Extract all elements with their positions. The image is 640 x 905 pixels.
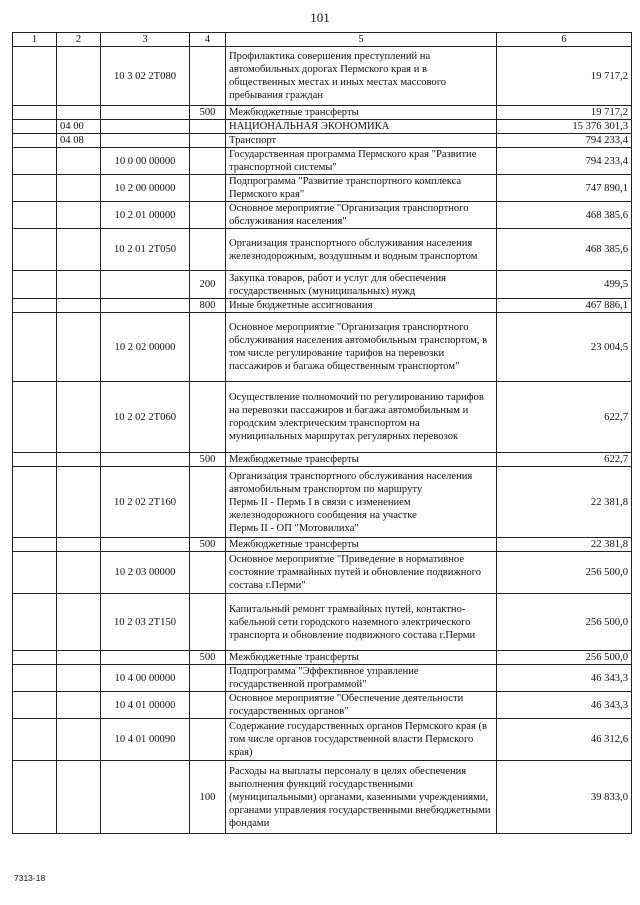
table-row (13, 271, 632, 299)
table-row (13, 665, 632, 692)
table-row (13, 47, 632, 106)
cell-expense-type (190, 382, 226, 453)
table-row (13, 552, 632, 594)
cell-expense-type: 500 (190, 651, 226, 665)
cell-target-article (101, 761, 190, 834)
cell-section-code (57, 665, 101, 692)
cell-target-article: 10 2 03 2Т150 (101, 594, 190, 651)
cell-col-1 (13, 651, 57, 665)
cell-target-article (101, 134, 190, 148)
cell-target-article: 10 2 02 2Т060 (101, 382, 190, 453)
cell-expense-type (190, 594, 226, 651)
cell-amount: 499,5 (497, 271, 632, 299)
cell-col-1 (13, 47, 57, 106)
cell-target-article: 10 2 01 2Т050 (101, 229, 190, 271)
cell-description: Подпрограмма "Эффективное управление государственной программой" (226, 665, 497, 692)
cell-description: Осуществление полномочий по регулированию тарифов на перевозки пассажиров и багажа автомобильным и городским электрическим транспортом на муниципальных маршрутах регулярных перевозок (226, 382, 497, 453)
cell-amount: 468 385,6 (497, 229, 632, 271)
cell-section-code (57, 594, 101, 651)
table-row (13, 299, 632, 313)
cell-description: Содержание государственных органов Пермского края (в том числе органов государственной власти Пермского края) (226, 719, 497, 761)
cell-col-1 (13, 665, 57, 692)
cell-col-1 (13, 148, 57, 175)
cell-target-article: 10 2 02 2Т160 (101, 467, 190, 538)
cell-col-1 (13, 594, 57, 651)
cell-amount: 22 381,8 (497, 538, 632, 552)
cell-amount: 256 500,0 (497, 651, 632, 665)
cell-amount: 23 004,5 (497, 313, 632, 382)
cell-col-1 (13, 106, 57, 120)
cell-section-code (57, 47, 101, 106)
table-row (13, 594, 632, 651)
cell-target-article: 10 2 03 00000 (101, 552, 190, 594)
cell-target-article (101, 271, 190, 299)
cell-description: Основное мероприятие "Обеспечение деятельности государственных органов" (226, 692, 497, 719)
cell-amount: 468 385,6 (497, 202, 632, 229)
cell-target-article (101, 299, 190, 313)
cell-description: Закупка товаров, работ и услуг для обеспечения государственных (муниципальных) нужд (226, 271, 497, 299)
budget-table (12, 32, 632, 834)
cell-col-1 (13, 467, 57, 538)
column-header-1: 1 (13, 33, 57, 47)
table-body (13, 47, 632, 834)
cell-expense-type: 100 (190, 761, 226, 834)
cell-amount: 622,7 (497, 453, 632, 467)
column-header-2: 2 (57, 33, 101, 47)
cell-description: Организация транспортного обслуживания населения автомобильным транспортом по маршруту Пермь II - Пермь I в связи с изменением железнодорожного сообщения на участке Пермь II - ОП "Мотовилиха" (226, 467, 497, 538)
cell-amount: 22 381,8 (497, 467, 632, 538)
table-row (13, 134, 632, 148)
cell-description: Расходы на выплаты персоналу в целях обеспечения выполнения функций государственными (муниципальными) органами, казенными учреждениями, органами управления государственными внебюджетными фондами (226, 761, 497, 834)
cell-description: Иные бюджетные ассигнования (226, 299, 497, 313)
cell-amount: 46 343,3 (497, 665, 632, 692)
cell-amount: 15 376 301,3 (497, 120, 632, 134)
cell-section-code (57, 299, 101, 313)
cell-target-article: 10 3 02 2Т080 (101, 47, 190, 106)
table-header-row (13, 33, 632, 47)
cell-description: Основное мероприятие "Приведение в нормативное состояние трамвайных путей и обновление подвижного состава г.Перми" (226, 552, 497, 594)
cell-col-1 (13, 382, 57, 453)
cell-description: Межбюджетные трансферты (226, 538, 497, 552)
cell-description: Межбюджетные трансферты (226, 453, 497, 467)
cell-description: Основное мероприятие "Организация транспортного обслуживания населения" (226, 202, 497, 229)
cell-amount: 39 833,0 (497, 761, 632, 834)
cell-col-1 (13, 134, 57, 148)
cell-amount: 794 233,4 (497, 134, 632, 148)
cell-amount: 46 312,6 (497, 719, 632, 761)
table-row (13, 313, 632, 382)
cell-expense-type: 500 (190, 453, 226, 467)
cell-section-code (57, 175, 101, 202)
column-header-3: 3 (101, 33, 190, 47)
cell-col-1 (13, 175, 57, 202)
cell-description: Межбюджетные трансферты (226, 651, 497, 665)
cell-section-code: 04 08 (57, 134, 101, 148)
cell-target-article: 10 4 00 00000 (101, 665, 190, 692)
table-row (13, 651, 632, 665)
page-number: 101 (310, 10, 330, 25)
cell-col-1 (13, 229, 57, 271)
cell-target-article (101, 651, 190, 665)
cell-section-code (57, 202, 101, 229)
column-header-5: 5 (226, 33, 497, 47)
cell-section-code (57, 106, 101, 120)
cell-target-article (101, 120, 190, 134)
cell-target-article: 10 4 01 00000 (101, 692, 190, 719)
cell-description: Межбюджетные трансферты (226, 106, 497, 120)
cell-description: Государственная программа Пермского края "Развитие транспортной системы" (226, 148, 497, 175)
cell-expense-type (190, 202, 226, 229)
cell-col-1 (13, 719, 57, 761)
cell-expense-type (190, 134, 226, 148)
cell-col-1 (13, 761, 57, 834)
cell-description: НАЦИОНАЛЬНАЯ ЭКОНОМИКА (226, 120, 497, 134)
cell-section-code (57, 651, 101, 665)
cell-description: Организация транспортного обслуживания населения железнодорожным, воздушным и водным транспортом (226, 229, 497, 271)
cell-section-code (57, 148, 101, 175)
cell-col-1 (13, 202, 57, 229)
cell-section-code (57, 453, 101, 467)
cell-amount: 467 886,1 (497, 299, 632, 313)
cell-col-1 (13, 271, 57, 299)
cell-expense-type (190, 719, 226, 761)
cell-amount: 19 717,2 (497, 106, 632, 120)
cell-col-1 (13, 313, 57, 382)
cell-amount: 19 717,2 (497, 47, 632, 106)
cell-section-code (57, 719, 101, 761)
cell-expense-type (190, 467, 226, 538)
document-code: 7313-18 (14, 873, 46, 883)
cell-section-code (57, 229, 101, 271)
cell-expense-type (190, 692, 226, 719)
cell-section-code (57, 692, 101, 719)
cell-expense-type: 800 (190, 299, 226, 313)
cell-amount: 747 890,1 (497, 175, 632, 202)
cell-amount: 794 233,4 (497, 148, 632, 175)
cell-col-1 (13, 552, 57, 594)
cell-target-article (101, 106, 190, 120)
cell-section-code (57, 467, 101, 538)
table-row (13, 467, 632, 538)
cell-description: Подпрограмма "Развитие транспортного комплекса Пермского края" (226, 175, 497, 202)
cell-expense-type (190, 148, 226, 175)
cell-target-article: 10 2 02 00000 (101, 313, 190, 382)
table-row (13, 175, 632, 202)
cell-expense-type (190, 552, 226, 594)
table-row (13, 453, 632, 467)
cell-section-code (57, 761, 101, 834)
table-row (13, 761, 632, 834)
cell-col-1 (13, 692, 57, 719)
cell-expense-type: 500 (190, 106, 226, 120)
cell-description: Основное мероприятие "Организация транспортного обслуживания населения автомобильным транспортом, в том числе регулирование тарифов на перевозки пассажиров и багажа общественным транспортом" (226, 313, 497, 382)
cell-target-article: 10 4 01 00090 (101, 719, 190, 761)
cell-col-1 (13, 538, 57, 552)
table-row (13, 382, 632, 453)
table-row (13, 229, 632, 271)
cell-amount: 622,7 (497, 382, 632, 453)
cell-target-article: 10 0 00 00000 (101, 148, 190, 175)
cell-expense-type (190, 175, 226, 202)
cell-section-code (57, 538, 101, 552)
cell-expense-type (190, 120, 226, 134)
cell-description: Транспорт (226, 134, 497, 148)
table-row (13, 106, 632, 120)
table-row (13, 692, 632, 719)
cell-target-article (101, 538, 190, 552)
table-row (13, 538, 632, 552)
cell-target-article: 10 2 00 00000 (101, 175, 190, 202)
cell-expense-type: 200 (190, 271, 226, 299)
cell-expense-type (190, 665, 226, 692)
cell-expense-type (190, 47, 226, 106)
cell-section-code (57, 313, 101, 382)
cell-expense-type (190, 313, 226, 382)
table-row (13, 148, 632, 175)
cell-section-code (57, 382, 101, 453)
cell-description: Профилактика совершения преступлений на автомобильных дорогах Пермского края и в общественных местах и иных местах массового пребывания граждан (226, 47, 497, 106)
table-row (13, 120, 632, 134)
cell-expense-type (190, 229, 226, 271)
column-header-6: 6 (497, 33, 632, 47)
cell-col-1 (13, 453, 57, 467)
cell-section-code (57, 271, 101, 299)
cell-section-code: 04 00 (57, 120, 101, 134)
cell-col-1 (13, 299, 57, 313)
cell-amount: 256 500,0 (497, 594, 632, 651)
table-row (13, 202, 632, 229)
table-row (13, 719, 632, 761)
cell-section-code (57, 552, 101, 594)
cell-description: Капитальный ремонт трамвайных путей, контактно-кабельной сети городского наземного электрического транспорта и обновление подвижного состава г.Перми (226, 594, 497, 651)
cell-target-article (101, 453, 190, 467)
cell-expense-type: 500 (190, 538, 226, 552)
cell-col-1 (13, 120, 57, 134)
column-header-4: 4 (190, 33, 226, 47)
cell-amount: 46 343,3 (497, 692, 632, 719)
cell-amount: 256 500,0 (497, 552, 632, 594)
cell-target-article: 10 2 01 00000 (101, 202, 190, 229)
